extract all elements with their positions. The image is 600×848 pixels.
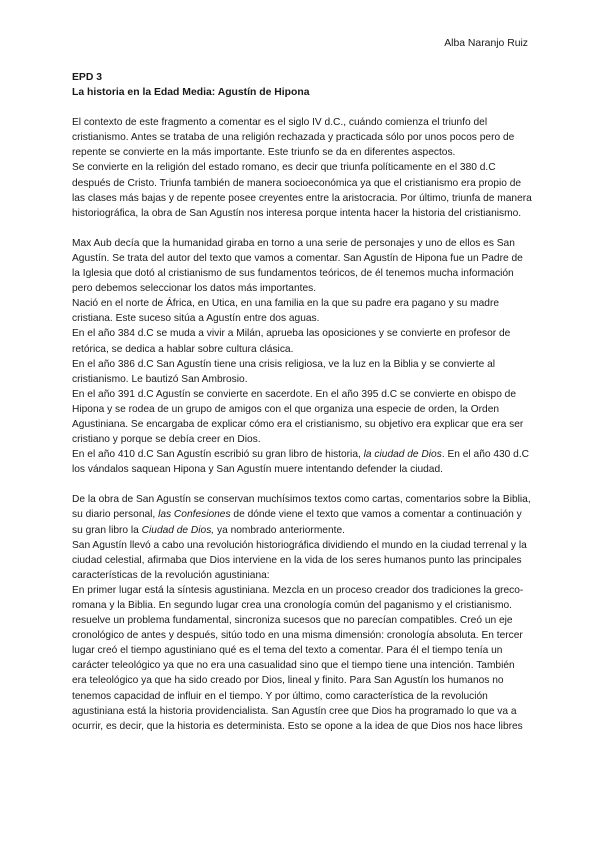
bio-paragraph: En el año 384 d.C se muda a vivir a Milán, aprueba las oposiciones y se convierte en profesor de retórica, se dedica a hablar sobre cultura clásica. [72,328,511,355]
epd-label: EPD 3 [72,72,103,83]
text-run: De la obra de San Agustín se conservan muchísimos textos como cartas, comentarios sobre la Biblia, su diario personal, [72,494,531,521]
text-run: En el año 410 d.C San Agustín escribió su gran libro de historia, [72,449,364,461]
spacer [72,477,532,492]
text-run: de dónde viene el texto que vamos a comentar a continuación y su gran libro la [72,509,522,536]
intro-paragraph: Se convierte en la religión del estado romano, es decir que triunfa políticamente en el 380 d.C después de Cristo. Triunfa también de manera socioeconómica ya que el cristianismo era propio de las clases más bajas y de repente posee creyentes entre la aristocracia. Por último, triunfa de manera historiográfica, la obra de San Agustín nos interesa porque intenta hacer la historia del cristianismo. [72,162,532,219]
spacer [72,100,532,115]
text-run: . En el año 430 d.C los vándalos saquean Hipona y San Agustín muere intentando defender la ciudad. [72,449,530,476]
bio-paragraph: En el año 391 d.C Agustín se convierte en sacerdote. En el año 395 d.C se convierte en obispo de Hipona y se rodea de un grupo de amigos con el que organiza una especie de orden, la Orden Agustiniana. Se encargaba de explicar cómo era el cristianismo, su objetivo era explicar que era ser cristiano y porque se debía creer en Dios. [72,388,524,446]
book-title: la ciudad de Dios [363,449,442,461]
works-paragraph: En primer lugar está la síntesis agustiniana. Mezcla en un proceso creador dos tradiciones la greco-romana y la Biblia. En segundo lugar crea una cronología común del paganismo y el cristianismo. resuelve un problema fundamental, sincroniza sucesos que no parecían compatibles. Creó un eje cronológico de antes y después, sitúo todo en una misma dimensión: cronología absoluta. En tercer lugar creó el tiempo agustiniano qué es el tema del texto a comentar. Para él el tiempo tenía un carácter teleológico ya que no era una casualidad sino que el tiempo tiene una intención. También era teleológico ya que ha sido creado por Dios, lineal y finito. Para San Agustín los humanos no tenemos capacidad de influir en el tiempo. Y por último, como característica de la revolución agustiniana está la historia providencialista. San Agustín cree que Dios ha programado lo que va a ocurrir, es decir, que la historia es determinista. Esto se opone a la idea de que Dios nos hace libres [72,584,524,732]
bio-paragraph [72,447,532,477]
author-name: Alba Naranjo Ruiz [444,38,528,49]
works-paragraph [72,492,532,537]
document-title: La historia en la Edad Media: Agustín de Hipona [72,87,310,99]
text-run: ya nombrado anteriormente. [214,524,345,536]
document-body [72,70,532,734]
book-title: las Confesiones [158,509,231,521]
bio-paragraph: Max Aub decía que la humanidad giraba en torno a una serie de personajes y uno de ellos es San Agustín. Se trata del autor del texto que vamos a comentar. San Agustín de Hipona fue un Padre de la Iglesia que dotó al cristianismo de sus fundamentos teóricos, de él tenemos mucha información pero debemos seleccionar los datos más importantes. [72,237,523,295]
spacer [72,221,532,236]
bio-paragraph: En el año 386 d.C San Agustín tiene una crisis religiosa, ve la luz en la Biblia y se convierte al cristianismo. Le bautizó San Ambrosio. [72,358,496,385]
book-title: Ciudad de Dios, [141,524,215,536]
intro-paragraph: El contexto de este fragmento a comentar es el siglo IV d.C., cuándo comienza el triunfo del cristianismo. Antes se trataba de una religión rechazada y practicada sólo por unos pocos pero de repente se convierte en la más importante. Este triunfo se da en diferentes aspectos. [72,117,515,159]
bio-paragraph: Nació en el norte de África, en Utica, en una familia en la que su padre era pagano y su madre cristiana. Este suceso sitúa a Agustín entre dos aguas. [72,298,499,325]
works-paragraph: San Agustín llevó a cabo una revolución historiográfica dividiendo el mundo en la ciudad terrenal y la ciudad celestial, afirmaba que Dios interviene en la vida de los seres humanos punto las principales características de la revolución agustiniana: [72,539,527,581]
